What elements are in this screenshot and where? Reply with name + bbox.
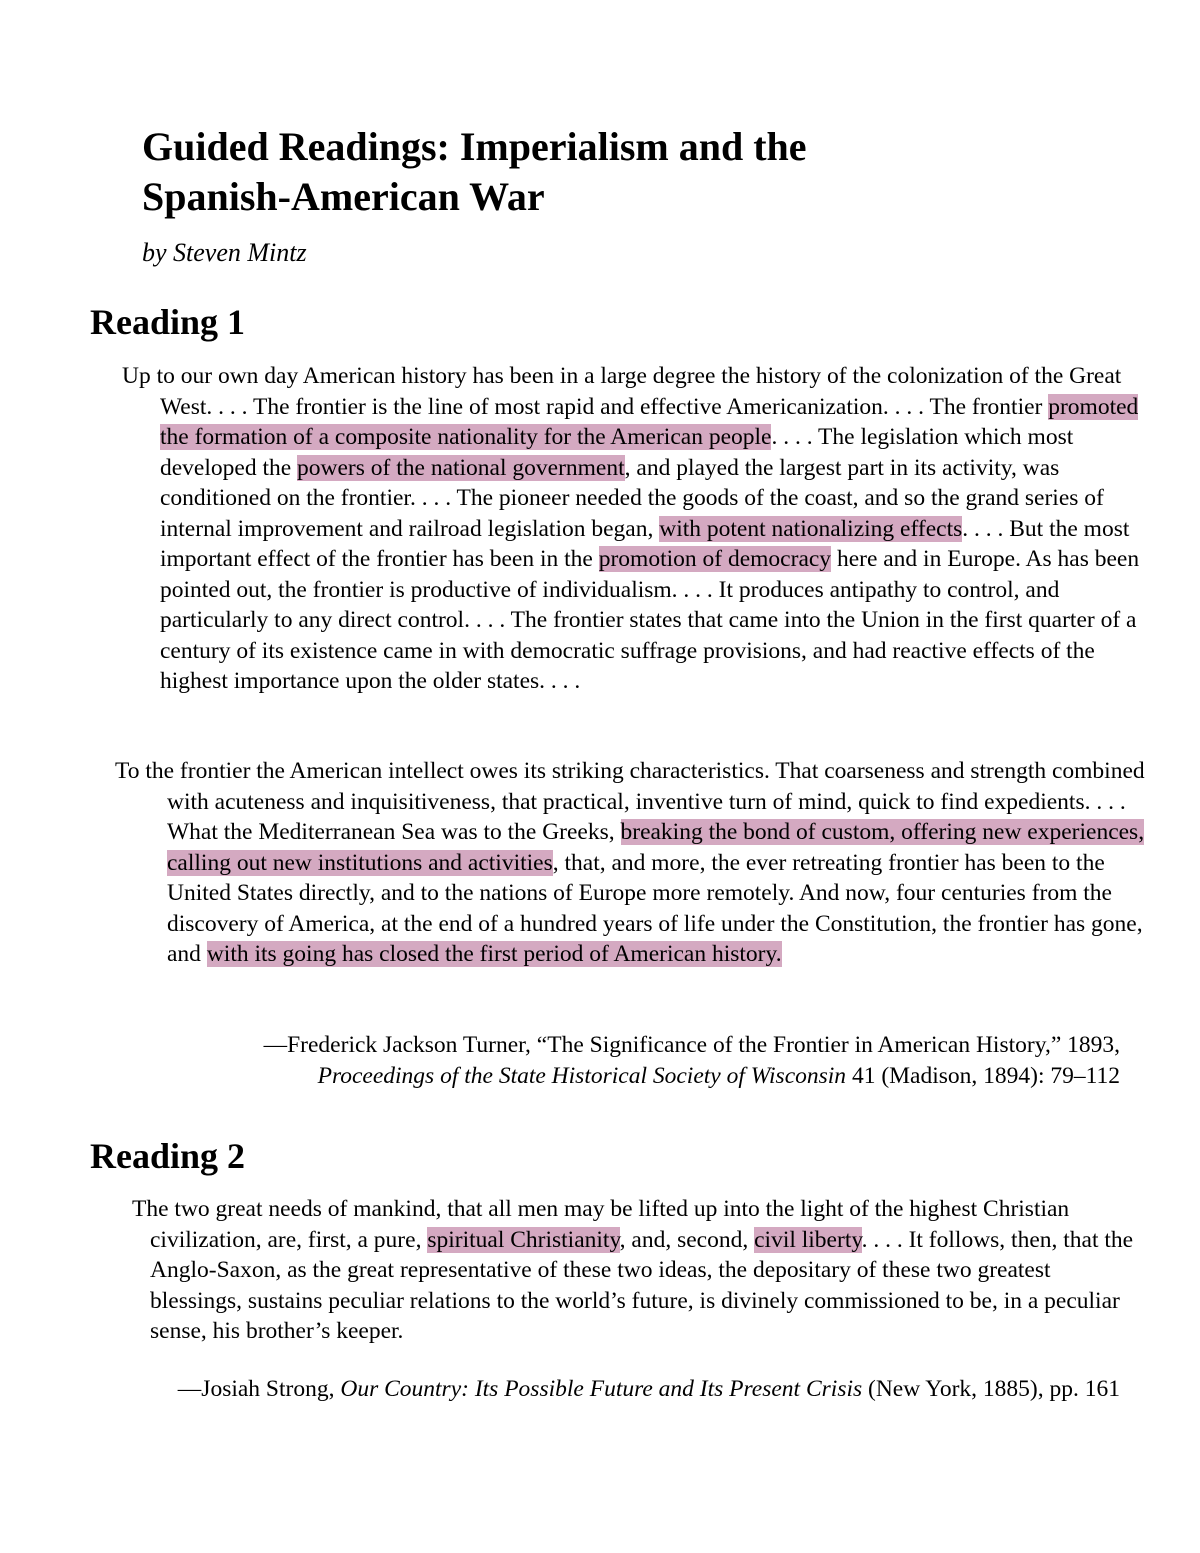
text-span: To the frontier the American intellect owes its striking characteristics. That coarseness and strength combined with acuteness and inquisitiveness, that practical, inventive turn of mind, quick to find expedients. . . . What the Mediterranean Sea was to the Greeks, xyxy=(115,758,1145,845)
highlight: civil liberty xyxy=(754,1226,862,1253)
citation-details: 41 (Madison, 1894): 79–112 xyxy=(846,1062,1120,1089)
reading-1-paragraph-2 xyxy=(115,756,1167,970)
citation-details: (New York, 1885), pp. 161 xyxy=(862,1376,1120,1402)
highlight: with potent nationalizing effects xyxy=(659,515,963,542)
byline: by Steven Mintz xyxy=(142,238,307,267)
text-span: The two great needs of mankind, that all men may be lifted up into the light of the highest Christian civilization, are, first, a pure, xyxy=(132,1196,1070,1253)
reading-1-paragraph-1 xyxy=(122,361,1165,697)
citation-source: Our Country: Its Possible Future and Its Present Crisis xyxy=(340,1376,863,1402)
citation-author: —Josiah Strong, xyxy=(177,1376,341,1402)
text-span: . . . . It follows, then, that the Anglo-Saxon, as the great representative of these two ideas, the depositary of these two greatest blessings, sustains peculiar relations to the world’s future, is divinely commissioned to be, in a peculiar sense, his brother’s keeper. xyxy=(150,1226,1134,1344)
highlight: powers of the national government xyxy=(297,454,625,481)
citation-author: —Frederick Jackson Turner, “The Significance of the Frontier in American History,” 1893, xyxy=(263,1032,1120,1058)
text-span: . . . . But the most important effect of the frontier has been in the xyxy=(160,515,1130,572)
text-span: here and in Europe. As has been pointed out, the frontier is productive of individualism. . . . It produces antipathy to control, and particularly to any direct control. . . . The frontier states that came into the Union in the first quarter of a century of its existence came in with democratic suffrage provisions, and had reactive effects of the highest importance upon the older states. . . . xyxy=(160,546,1140,694)
reading-2-citation xyxy=(98,1374,1120,1405)
reading-1-heading: Reading 1 xyxy=(90,302,246,342)
highlight: promoted the formation of a composite nationality for the American people xyxy=(160,393,1139,450)
reading-2-heading: Reading 2 xyxy=(90,1136,246,1176)
text-span: , and played the largest part in its activity, was conditioned on the frontier. . . . The pioneer needed the goods of the coast, and so the grand series of internal improvement and railroad legislation began, xyxy=(160,454,1104,542)
title-line-1: Guided Readings: Imperialism and the xyxy=(142,124,807,169)
citation-source: Proceedings of the State Historical Society of Wisconsin xyxy=(317,1062,847,1089)
highlight: with its going has closed the first period of American history. xyxy=(206,941,782,967)
highlight: promotion of democracy xyxy=(598,546,832,572)
title-line-2: Spanish-American War xyxy=(142,174,545,219)
document-title xyxy=(142,122,1042,222)
reading-1-citation xyxy=(140,1030,1120,1091)
text-span: , that, and more, the ever retreating frontier has been to the United States directly, and to the nations of Europe more remotely. And now, four centuries from the discovery of America, at the end of a hundred years of life under the Constitution, the frontier has gone, and xyxy=(167,849,1143,967)
highlight: spiritual Christianity xyxy=(427,1226,620,1253)
highlight: breaking the bond of custom, offering new experiences, calling out new institutions and activities xyxy=(167,819,1145,876)
text-span: , and, second, xyxy=(619,1226,755,1253)
text-span: . . . . The legislation which most developed the xyxy=(160,424,1074,481)
text-span: Up to our own day American history has been in a large degree the history of the colonization of the Great West. . . . The frontier is the line of most rapid and effective Americanization. . . . The frontier xyxy=(122,363,1122,420)
reading-2-paragraph-1 xyxy=(132,1194,1135,1347)
